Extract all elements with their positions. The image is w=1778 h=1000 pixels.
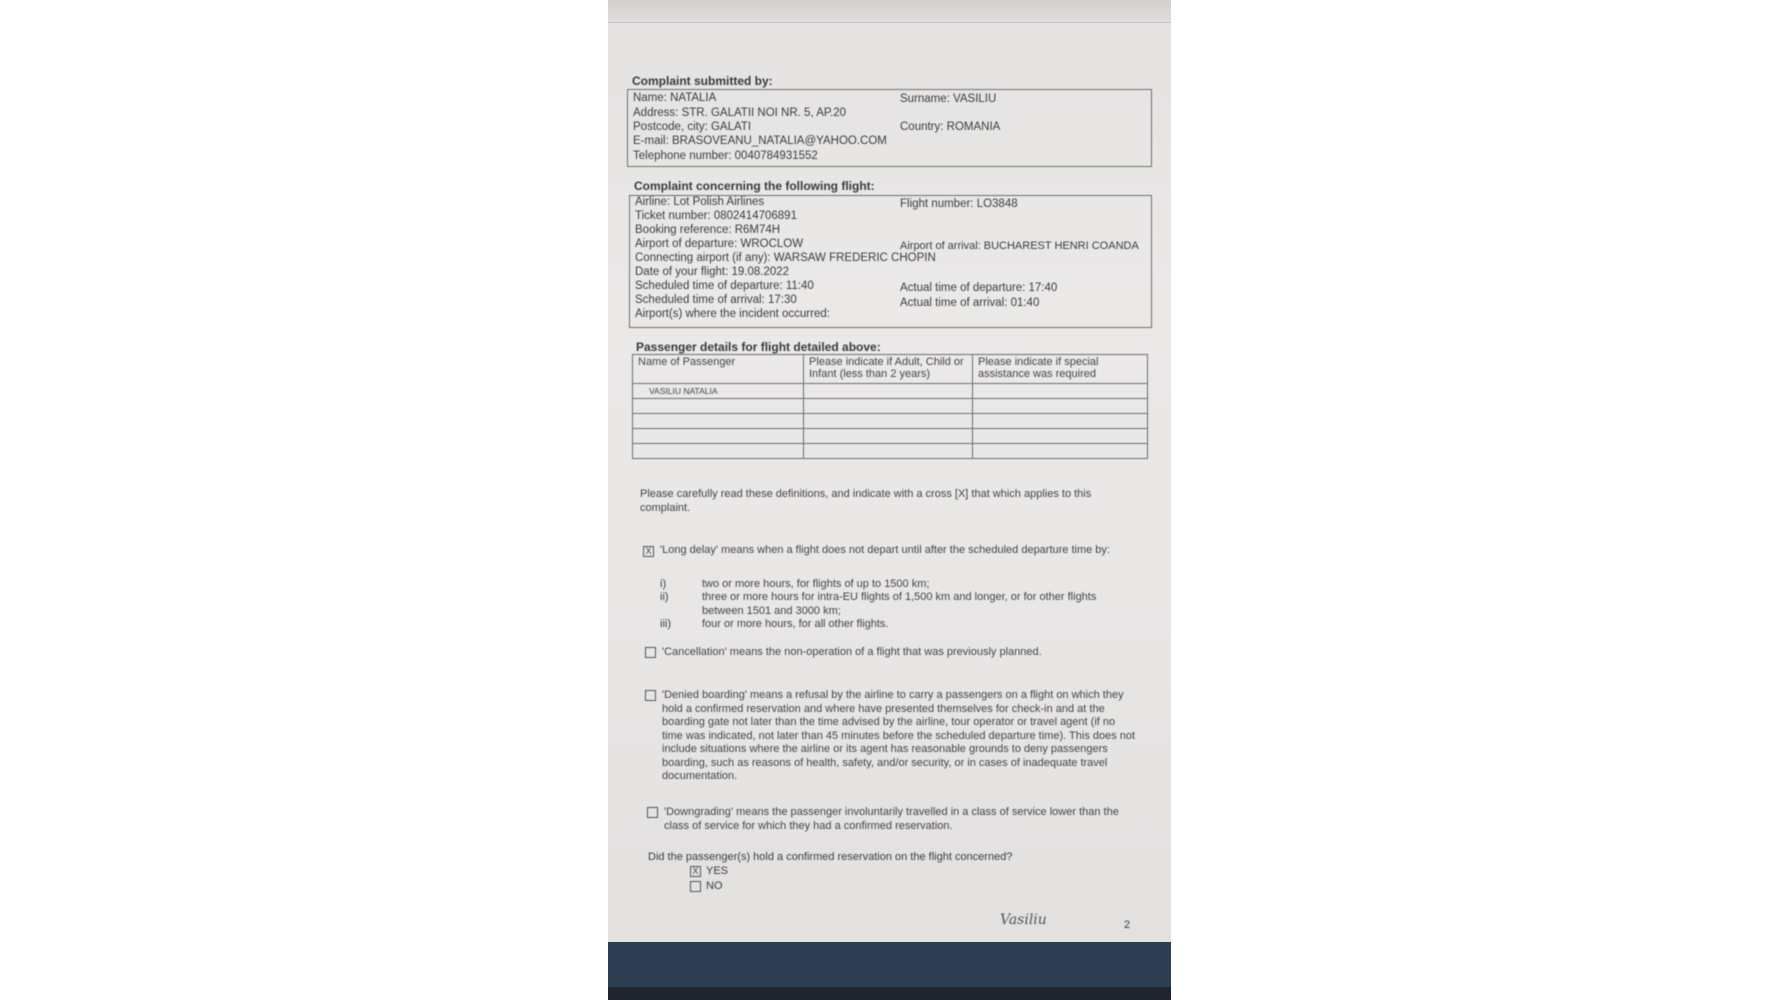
- flight-airline: Airline: Lot Polish Airlines: [635, 196, 765, 208]
- passenger-heading: Passenger details for flight detailed above:: [636, 340, 881, 354]
- passenger-header-name: Name of Passenger: [633, 355, 804, 384]
- denied-boarding-checkbox[interactable]: [645, 690, 656, 701]
- page-number: 2: [1124, 919, 1131, 931]
- passenger-cell: [633, 429, 804, 444]
- complaint-form-page: [608, 0, 1171, 942]
- document-photo: [608, 0, 1171, 1000]
- reservation-yes-checkbox[interactable]: X: [690, 866, 701, 877]
- complainant-postcode-city: Postcode, city: GALATI: [633, 121, 752, 133]
- flight-scheduled-departure: Scheduled time of departure: 11:40: [635, 280, 814, 292]
- reservation-no-checkbox[interactable]: [690, 881, 701, 892]
- complainant-name: Name: NATALIA: [633, 92, 717, 104]
- long-delay-item-text: four or more hours, for all other flights.: [702, 618, 889, 630]
- passenger-cell: [973, 429, 1148, 444]
- long-delay-item-num: ii): [660, 591, 669, 603]
- passenger-cell: [633, 414, 804, 429]
- flight-scheduled-arrival: Scheduled time of arrival: 17:30: [635, 294, 797, 306]
- flight-number: Flight number: LO3848: [900, 198, 1018, 210]
- reservation-yes-label: YES: [706, 865, 729, 877]
- flight-heading: Complaint concerning the following flight:: [634, 179, 875, 193]
- complainant-email: E-mail: BRASOVEANU_NATALIA@YAHOO.COM: [633, 135, 887, 147]
- passenger-header-type: Please indicate if Adult, Child or Infant (less than 2 years): [804, 355, 973, 384]
- table-row: [633, 429, 1148, 444]
- passenger-cell: [804, 429, 973, 444]
- reservation-no-label: NO: [706, 880, 723, 892]
- complainant-country: Country: ROMANIA: [900, 121, 1001, 133]
- long-delay-checkbox[interactable]: X: [643, 546, 654, 557]
- complainant-telephone: Telephone number: 0040784931552: [633, 150, 818, 162]
- passenger-header-assistance: Please indicate if special assistance was required: [973, 355, 1148, 384]
- complainant-address: Address: STR. GALATII NOI NR. 5, AP.20: [633, 107, 847, 119]
- flight-date: Date of your flight: 19.08.2022: [635, 266, 790, 278]
- long-delay-item-num: i): [660, 578, 667, 590]
- long-delay-text: 'Long delay' means when a flight does not depart until after the scheduled departure time by:: [660, 544, 1110, 556]
- passenger-cell: VASILIU NATALIA: [633, 384, 804, 399]
- passenger-table-header-row: [633, 355, 1148, 384]
- long-delay-item-num: iii): [660, 618, 671, 630]
- flight-actual-departure: Actual time of departure: 17:40: [900, 282, 1058, 294]
- passenger-cell: [973, 444, 1148, 459]
- screen-bottom-edge: [608, 987, 1171, 1000]
- passenger-cell: [804, 384, 973, 399]
- flight-airport-arrival: Airport of arrival: BUCHAREST HENRI COANDA: [900, 240, 1139, 252]
- signature: Vasiliu: [1000, 912, 1047, 928]
- flight-airport-departure: Airport of departure: WROCLOW: [635, 238, 804, 250]
- flight-ticket-number: Ticket number: 0802414706891: [635, 210, 797, 222]
- downgrading-text: 'Downgrading' means the passenger involuntarily travelled in a class of service lower than the class of service for which they had a confirmed reservation.: [664, 806, 1119, 832]
- cancellation-checkbox[interactable]: [645, 647, 656, 658]
- long-delay-item-text: three or more hours for intra-EU flights of 1,500 km and longer, or for other flights between 1501 and 3000 km;: [702, 591, 1097, 617]
- flight-booking-reference: Booking reference: R6M74H: [635, 224, 781, 236]
- passenger-cell: [633, 444, 804, 459]
- denied-boarding-text: 'Denied boarding' means a refusal by the airline to carry a passengers on a flight on which they hold a confirmed reservation and where have presented themselves for check-in and at the boarding gate not later than the time advised by the airline, tour operator or travel agent (if no time was indicated, not later than 45 minutes before the scheduled departure time). This does not include situations where the airline or its agent has reasonable grounds to deny passengers boarding, such as reasons of health, safety, and/or security, or in cases of inadequate travel documentation.: [662, 689, 1136, 782]
- passenger-cell: [973, 399, 1148, 414]
- table-row: [633, 414, 1148, 429]
- passenger-cell: [804, 444, 973, 459]
- definitions-intro: Please carefully read these definitions, and indicate with a cross [X] that which applies to this complaint.: [640, 488, 1092, 514]
- passenger-cell: [973, 384, 1148, 399]
- passenger-cell: [804, 399, 973, 414]
- table-row: [633, 444, 1148, 459]
- downgrading-checkbox[interactable]: [647, 807, 658, 818]
- complainant-surname: Surname: VASILIU: [900, 93, 997, 105]
- screen-bottom-band: [608, 942, 1171, 987]
- reservation-question: Did the passenger(s) hold a confirmed reservation on the flight concerned?: [648, 851, 1013, 863]
- flight-actual-arrival: Actual time of arrival: 01:40: [900, 297, 1040, 309]
- complainant-heading: Complaint submitted by:: [632, 74, 773, 88]
- flight-incident-airports: Airport(s) where the incident occurred:: [635, 308, 830, 320]
- passenger-cell: [804, 414, 973, 429]
- flight-connecting-airport: Connecting airport (if any): WARSAW FREDERIC CHOPIN: [635, 252, 936, 264]
- passenger-table: [632, 354, 1148, 459]
- passenger-cell: [973, 414, 1148, 429]
- table-row: [633, 384, 1148, 399]
- passenger-cell: [633, 399, 804, 414]
- cancellation-text: 'Cancellation' means the non-operation of a flight that was previously planned.: [662, 646, 1042, 658]
- table-row: [633, 399, 1148, 414]
- long-delay-item-text: two or more hours, for flights of up to 1500 km;: [702, 578, 930, 590]
